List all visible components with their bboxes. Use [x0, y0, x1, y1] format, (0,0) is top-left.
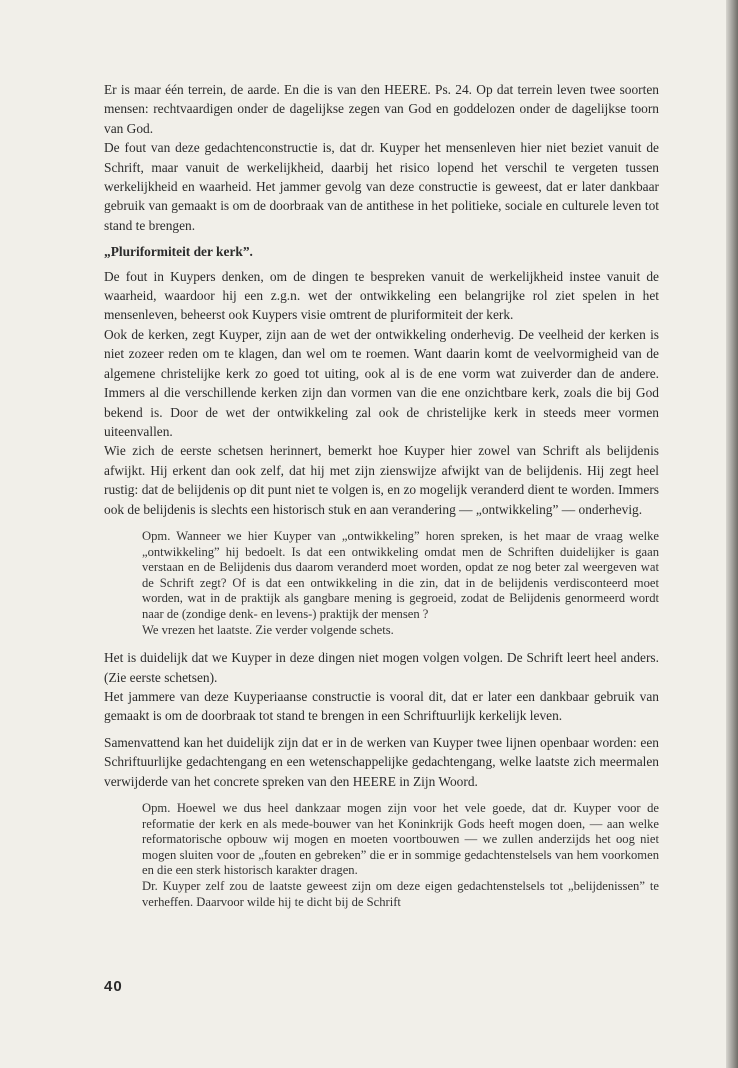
section-heading-pluriformiteit: „Pluriformiteit der kerk”. — [104, 244, 253, 260]
paragraph-summary: Samenvattend kan het duidelijk zijn dat er in de werken van Kuyper twee lijnen openbaar worden: een Schriftuurlijke gedachtengang en een wetenschappelijke gedachtengang, welke laatste zich meermalen verwijderde van het concrete spreken van den HEERE in Zijn Woord. — [104, 734, 659, 789]
note-gratitude — [142, 801, 659, 910]
paragraph-kuyperian-construction: Het jammere van deze Kuyperiaanse constructie is vooral dit, dat er later een dankbaar gebruik van gemaakt is om de doorbraak tot stand te brengen in een Schriftuurlijk kerkelijk leven. — [104, 688, 659, 724]
paragraph-kuyper-thinking: De fout in Kuypers denken, om de dingen te bespreken vanuit de werkelijkheid instee vanuit de waarheid, waardoor hij een z.g.n. wet der ontwikkeling een belangrijke rol ziet spelen in het mensenleven, beheerst ook Kuypers visie omtrent de pluriformiteit der kerk. — [104, 268, 659, 323]
page-number: 40 — [104, 978, 123, 995]
paragraph-first-sketches: Wie zich de eerste schetsen herinnert, bemerkt hoe Kuyper hier zowel van Schrift als belijdenis afwijkt. Hij erkent dan ook zelf, dat hij met zijn zienswijze afwijkt van de belijdenis. Hij zegt heel rustig: dat de belijdenis op dit punt niet te volgen is, en zo mogelijk veranderd dient te worden. Immers ook de belijdenis is slechts een historisch stuk en aan verandering — „ontwikkeling” — onderhevig. — [104, 443, 659, 517]
paragraph-not-follow: Het is duidelijk dat we Kuyper in deze dingen niet mogen volgen volgen. De Schrift leert heel anders. (Zie eerste schetsen). — [104, 650, 659, 685]
note-ontwikkeling-conclusion: We vrezen het laatste. Zie verder volgende schets. — [142, 622, 394, 637]
book-spine-shadow — [726, 0, 738, 1068]
paragraph-churches-development: Ook de kerken, zegt Kuyper, zijn aan de wet der ontwikkeling onderhevig. De veelheid der kerken is niet zozeer reden om te klagen, dan wel om te roemen. Want daarin komt de veelvormigheid van de algemene christelijke kerk zo goed tot uiting, ook al is de ene vorm wat zuiverder dan de andere. Immers al die verschillende kerken zijn dan vormen van die ene onzichtbare kerk, zoals die bij God bekend is. Door de wet der ontwikkeling zal ook de christelijke kerk in steeds meer vormen uiteenvallen. — [104, 326, 659, 439]
paragraph-one-terrain: Er is maar één terrein, de aarde. En die is van den HEERE. Ps. 24. Op dat terrein leven twee soorten mensen: rechtvaardigen onder de dagelijkse zegen van God en goddelozen onder de dagelijkse toorn van God. — [104, 82, 659, 136]
note-gratitude-continuation: Dr. Kuyper zelf zou de laatste geweest zijn om deze eigen gedachtenstelsels tot „belijdenissen” te verheffen. Daarvoor wilde hij te dicht bij de Schrift — [142, 878, 659, 909]
page-body — [104, 80, 659, 920]
paragraph-fault-construction: De fout van deze gedachtenconstructie is, dat dr. Kuyper het mensenleven hier niet beziet vanuit de Schrift, maar vanuit de werkelijkheid, daarbij het risico lopend het verschil te vergeten tussen werkelijkheid en waarheid. Het jammer gevolg van deze constructie is geweest, dat er later dankbaar gebruik van gemaakt is om de doorbraak van de antithese in het politieke, sociale en culturele leven tot stand te brengen. — [104, 140, 659, 233]
note-ontwikkeling — [142, 529, 659, 638]
note-ontwikkeling-text: Opm. Wanneer we hier Kuyper van „ontwikkeling” horen spreken, is het maar de vraag welke „ontwikkeling” hij bedoelt. Is dat een ontwikkeling omdat men de Schriften duidelijker is gaan verstaan en de Belijdenis dus daarom veranderd moet worden, opdat ze nog beter zal weergeven wat de Schrift zegt? Of is dat een ontwikkeling in die zin, dat in de belijdenis verdisconteerd moet worden, wat in de praktijk als gangbare mening is gegroeid, zodat de Belijdenis genormeerd wordt naar de (zondige denk- en levens-) praktijk der mensen ? — [142, 528, 659, 621]
note-gratitude-text: Opm. Hoewel we dus heel dankzaar mogen zijn voor het vele goede, dat dr. Kuyper voor de reformatie der kerk en als mede-bouwer van het Koninkrijk Gods heeft mogen doen, — aan welke reformatorische opbouw wij mogen en moeten voortbouwen — we zullen anderzijds het oog niet mogen sluiten voor de „fouten en gebreken” die er in sommige gedachtenstelsels van hem voorkomen en die een sterk historisch karakter dragen. — [142, 800, 659, 878]
